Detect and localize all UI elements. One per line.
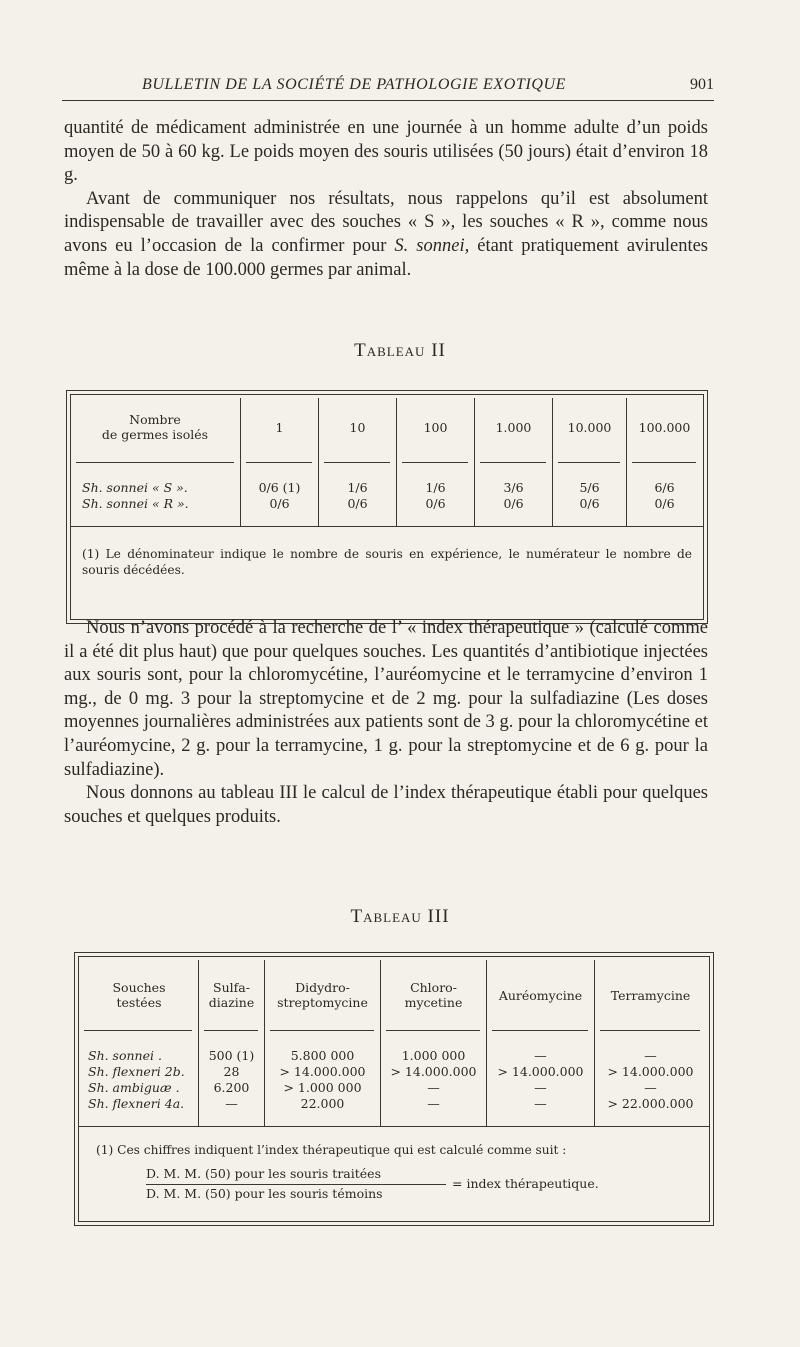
t3-row-2-chloro: > 14.000.000 <box>390 1064 477 1079</box>
t2-row-1-label-text: Sh. sonnei « S ». <box>82 480 188 495</box>
t2-header-label <box>76 412 234 442</box>
t3-header-chloromycetine-line2: mycetine <box>404 995 463 1010</box>
t3-row-1-chloro: 1.000 000 <box>401 1048 466 1063</box>
paragraph-1: quantité de médicament administrée en une journée à un homme adulte d’un poids moyen de 50 à 60 kg. Le poids moyen des souris utilisées (50 jours) était d’environ 18 g. <box>64 118 708 186</box>
t3-hrule-2 <box>270 1030 374 1031</box>
t2-hrule-4 <box>480 462 546 463</box>
t2-row-2-val-2: 0/6 <box>347 496 368 511</box>
t3-row-2-label <box>88 1064 198 1079</box>
t2-row-1-val-3: 1/6 <box>425 480 446 495</box>
t3-header-sulfadiazine-line2: diazine <box>208 995 255 1010</box>
t3-row-4-terra: > 22.000.000 <box>607 1096 694 1111</box>
t2-hrule-6 <box>632 462 696 463</box>
fraction-result: = index thérapeutique. <box>452 1176 599 1191</box>
t3-row-1-terra: — <box>644 1048 657 1063</box>
t2-col-1: 1 <box>275 420 284 435</box>
t2-hrule-1 <box>246 462 312 463</box>
t3-row-4-chloro: — <box>427 1096 440 1111</box>
t3-hrule-0 <box>84 1030 192 1031</box>
paragraph-3: Nous n’avons procédé à la recherche de l’ « index thérapeutique » (calculé comme il a été dit plus haut) que pour quelques souches. Les quantités d’antibiotique injectées aux souris sont, pour la chloromycétine, l’auréomycine et le terramycine d’environ 1 mg., de 0 mg. 3 pour la streptomycine et de 2 mg. pour la sulfadiazine (Les doses moyennes journalières administrées aux patients sont de 3 g. pour la chloromycétine et l’auréomycine, 2 g. pour la terramycine, 1 g. pour la streptomycine et de 6 g. pour la sulfadiazine). <box>64 618 708 780</box>
t3-row-2-sulfa: 28 <box>223 1064 240 1079</box>
t3-row-3-label-text: Sh. ambiguæ . <box>88 1080 180 1095</box>
t3-header-terramycine: Terramycine <box>610 988 691 1003</box>
t3-header-streptomycine <box>265 980 380 1010</box>
t2-row-2-val-3: 0/6 <box>425 496 446 511</box>
t2-row-2-val-6: 0/6 <box>654 496 675 511</box>
t2-col-100: 100 <box>423 420 448 435</box>
t3-header-aureomycine: Auréomycine <box>498 988 583 1003</box>
t3-row-1-label <box>88 1048 198 1063</box>
t2-row-2-label-text: Sh. sonnei « R ». <box>82 496 189 511</box>
t3-footnote: (1) Ces chiffres indiquent l’index thérapeutique qui est calculé comme suit : <box>96 1143 567 1157</box>
t3-row-1-sulfa: 500 (1) <box>208 1048 255 1063</box>
t2-col-100000: 100.000 <box>638 420 691 435</box>
t3-row-3-chloro: — <box>427 1080 440 1095</box>
t2-row-2-label <box>82 496 240 511</box>
t3-row-2-label-text: Sh. flexneri 2b. <box>88 1064 185 1079</box>
t3-row-3-aureo: — <box>534 1080 547 1095</box>
t3-row-2-aureo: > 14.000.000 <box>497 1064 584 1079</box>
table-3-title: Tableau III <box>350 906 450 927</box>
t2-row-2-val-1: 0/6 <box>269 496 290 511</box>
t3-header-chloromycetine <box>381 980 486 1010</box>
t2-row-2-val-5: 0/6 <box>579 496 600 511</box>
journal-title: BULLETIN DE LA SOCIÉTÉ DE PATHOLOGIE EXOTIQUE <box>142 76 567 93</box>
t3-header-streptomycine-line2: streptomycine <box>277 995 368 1010</box>
paragraph-block-1 <box>64 117 708 282</box>
fraction-denominator: D. M. M. (50) pour les souris témoins <box>146 1186 383 1201</box>
t2-col-1000: 1.000 <box>495 420 532 435</box>
t3-row-4-label <box>88 1096 198 1111</box>
t2-header-label-line1: Nombre <box>129 412 181 427</box>
paragraph-2-species: S. sonnei, <box>394 235 470 256</box>
t3-hrule-1 <box>204 1030 258 1031</box>
t3-header-sulfadiazine <box>199 980 264 1010</box>
t3-footnote-rule <box>78 1126 710 1127</box>
t3-row-3-sulfa: 6.200 <box>213 1080 250 1095</box>
paragraph-2-start: Avant de communiquer nos résultats, nous rappelons qu’il est absolument indispensable de travailler avec des souches « S », les souches « R », comme nous avons eu l’occasion de la confirmer pour <box>64 188 708 256</box>
fraction-bar <box>146 1184 446 1185</box>
t2-col-10000: 10.000 <box>567 420 612 435</box>
t3-row-4-sulfa: — <box>225 1096 238 1111</box>
paragraph-2-end: étant pratiquement avirulentes même à la dose de 100.000 germes par animal. <box>64 235 708 280</box>
table-2-title: Tableau II <box>354 340 446 361</box>
t2-hrule-2 <box>324 462 390 463</box>
t3-row-3-terra: — <box>644 1080 657 1095</box>
t3-header-strains-line2: testées <box>116 995 162 1010</box>
t2-hrule-0 <box>76 462 234 463</box>
t2-row-2-val-4: 0/6 <box>503 496 524 511</box>
t2-header-label-line2: de germes isolés <box>101 427 209 442</box>
t3-row-4-label-text: Sh. flexneri 4a. <box>88 1096 185 1111</box>
fraction-numerator: D. M. M. (50) pour les souris traitées <box>146 1166 381 1181</box>
t2-row-1-val-1: 0/6 (1) <box>258 480 301 495</box>
t3-row-3-label <box>88 1080 198 1095</box>
t2-footnote: (1) Le dénominateur indique le nombre de souris en expérience, le numérateur le nombre de souris décédées. <box>82 547 692 577</box>
t3-hrule-3 <box>386 1030 480 1031</box>
t2-row-1-val-2: 1/6 <box>347 480 368 495</box>
t3-row-2-strepto: > 14.000.000 <box>279 1064 366 1079</box>
t2-footnote-rule <box>70 526 704 527</box>
paragraph-4: Nous donnons au tableau III le calcul de l’index thérapeutique établi pour quelques souches et quelques produits. <box>64 783 708 827</box>
running-head <box>62 70 714 101</box>
t3-hrule-4 <box>492 1030 588 1031</box>
t3-row-2-terra: > 14.000.000 <box>607 1064 694 1079</box>
t2-hrule-3 <box>402 462 468 463</box>
t3-header-streptomycine-line1: Didydro- <box>295 980 350 995</box>
t3-row-1-aureo: — <box>534 1048 547 1063</box>
t3-hrule-5 <box>600 1030 700 1031</box>
t2-row-1-val-4: 3/6 <box>503 480 524 495</box>
t2-row-1-val-5: 5/6 <box>579 480 600 495</box>
t3-row-1-label-text: Sh. sonnei . <box>88 1048 162 1063</box>
t3-header-chloromycetine-line1: Chloro- <box>410 980 457 995</box>
t3-row-3-strepto: > 1.000 000 <box>283 1080 362 1095</box>
t3-row-1-strepto: 5.800 000 <box>290 1048 355 1063</box>
t2-col-10: 10 <box>349 420 366 435</box>
t3-row-4-aureo: — <box>534 1096 547 1111</box>
page-number: 901 <box>690 76 714 93</box>
t2-hrule-5 <box>558 462 620 463</box>
t3-header-sulfadiazine-line1: Sulfa- <box>213 980 250 995</box>
t2-row-1-val-6: 6/6 <box>654 480 675 495</box>
t3-row-4-strepto: 22.000 <box>300 1096 345 1111</box>
t3-header-strains <box>80 980 198 1010</box>
paragraph-block-2 <box>64 617 708 829</box>
t3-header-strains-line1: Souches <box>112 980 166 995</box>
t2-row-1-label <box>82 480 240 495</box>
